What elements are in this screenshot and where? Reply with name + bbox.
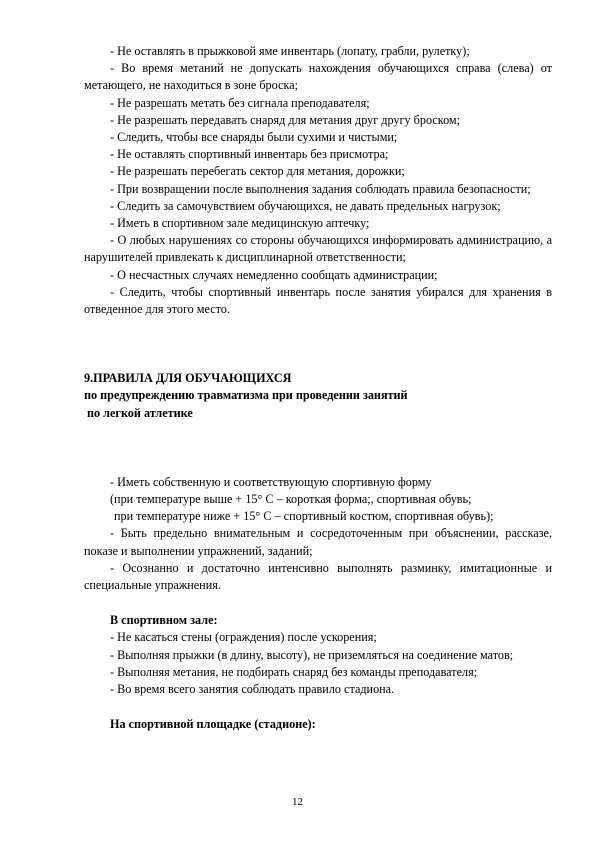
- list-item: - Не касаться стены (ограждения) после ускорения;: [110, 630, 377, 645]
- list-item: - Не разрешать перебегать сектор для метания, дорожки;: [110, 164, 405, 179]
- list-item: - Во время метаний не допускать нахождения обучающихся справа (слева) от метающего, не находиться в зоне броска;: [84, 61, 552, 93]
- spacer: [84, 422, 552, 474]
- list-item: - Не разрешать метать без сигнала преподавателя;: [110, 95, 370, 110]
- list-item: - О любых нарушениях со стороны обучающихся информировать администрацию, а нарушителей привлекать к дисциплинарной ответственности;: [84, 233, 552, 265]
- list-item: - О несчастных случаях немедленно сообщать администрации;: [110, 267, 438, 282]
- rules-list-continued: [84, 43, 552, 318]
- section-heading: [84, 370, 552, 422]
- list-item: при температуре ниже + 15° С – спортивный костюм, спортивная обувь);: [114, 509, 494, 524]
- list-item: - При возвращении после выполнения задания соблюдать правила безопасности;: [110, 181, 531, 196]
- list-item: - Не оставлять в прыжковой яме инвентарь (лопату, грабли, рулетку);: [110, 44, 470, 58]
- list-item: (при температуре выше + 15° С – короткая форма;, спортивная обувь;: [110, 492, 472, 507]
- ground-rules: [84, 716, 552, 733]
- spacer: [84, 594, 552, 612]
- page-content: [84, 43, 552, 734]
- list-item: - Следить за самочувствием обучающихся, не давать предельных нагрузок;: [110, 198, 501, 213]
- spacer: [84, 318, 552, 370]
- list-item: - Не оставлять спортивный инвентарь без присмотра;: [110, 147, 389, 162]
- section-title: 9.ПРАВИЛА ДЛЯ ОБУЧАЮЩИХСЯ: [84, 371, 292, 386]
- ground-heading: На спортивной площадке (стадионе):: [110, 717, 316, 732]
- list-item: - Следить, чтобы спортивный инвентарь после занятия убирался для хранения в отведенное для этого место.: [84, 284, 552, 317]
- page-number: 12: [292, 796, 303, 808]
- list-item: - Выполняя прыжки (в длину, высоту), не приземляться на соединение матов;: [110, 647, 514, 662]
- list-item: - Быть предельно внимательным и сосредоточенным при объяснении, рассказе, показе и выполнении упражнений, заданий;: [84, 526, 552, 558]
- gym-rules: [84, 612, 552, 698]
- list-item: - Во время всего занятия соблюдать правило стадиона.: [110, 682, 395, 697]
- list-item: - Осознанно и достаточно интенсивно выполнять разминку, имитационные и специальные упражнения.: [84, 560, 552, 593]
- list-item: - Выполняя метания, не подбирать снаряд без команды преподавателя;: [110, 664, 478, 679]
- list-item: - Иметь в спортивном зале медицинскую аптечку;: [110, 216, 370, 231]
- gym-heading: В спортивном зале:: [110, 613, 218, 628]
- section-subtitle-line-1: по предупреждению травматизма при проведении занятий: [84, 388, 408, 403]
- section-subtitle-line-2: по легкой атлетике: [87, 405, 193, 420]
- spacer: [84, 698, 552, 716]
- list-item: - Не разрешать передавать снаряд для метания друг другу броском;: [110, 112, 461, 127]
- list-item: - Следить, чтобы все снаряды были сухими и чистыми;: [110, 130, 398, 145]
- general-rules-list: [84, 474, 552, 594]
- list-item: - Иметь собственную и соответствующую спортивную форму: [110, 474, 432, 489]
